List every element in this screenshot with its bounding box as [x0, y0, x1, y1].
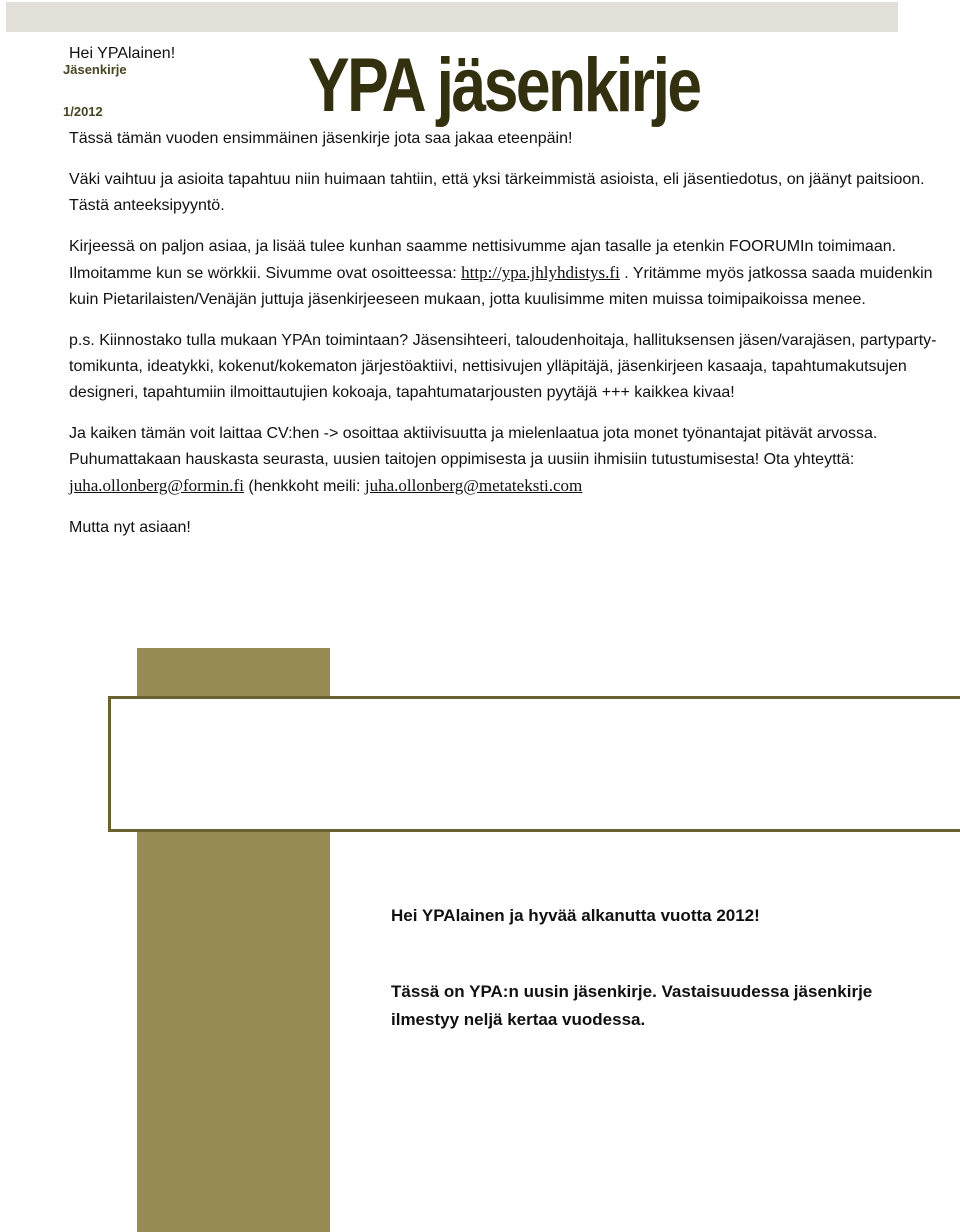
- paragraph-recruit: p.s. Kiinnostako tulla mukaan YPAn toimintaan? Jäsensihteeri, taloudenhoitaja, hallituksensen jäsen/varajäsen, partyparty-tomikunta, ideatykki, kokenut/kokematon järjestöaktiivi, nettisivujen ylläpitäjä, jäsenkirjeen kasaaja, tapahtumakutsujen designeri, tapahtumiin ilmoittautujien kokoaja, tapahtumatarjousten pyytäjä +++ kaikkea kivaa!: [69, 332, 937, 401]
- website-link[interactable]: http://ypa.jhlyhdistys.fi: [461, 263, 620, 282]
- article-body: [69, 126, 949, 556]
- framed-empty-box: [108, 696, 960, 832]
- paragraph-website: [69, 234, 949, 313]
- paragraph-contact: [69, 421, 949, 500]
- feature-text: [391, 902, 911, 1034]
- masthead-title: YPA jäsenkirje: [308, 43, 700, 128]
- top-band: [6, 2, 898, 32]
- issue-number: 1/2012: [63, 104, 103, 119]
- paragraph-apology: Väki vaihtuu ja asioita tapahtuu niin huimaan tahtiin, että yksi tärkeimmistä asioista, eli jäsentiedotus, on jäänyt paitsioon. Tästä anteeksipyyntö.: [69, 171, 925, 214]
- email-link-work[interactable]: juha.ollonberg@formin.fi: [69, 476, 244, 495]
- paragraph-website-text-a: Kirjeessä on paljon asiaa, ja lisää tulee kunhan saamme nettisivumme ajan tasalle ja etenkin FOORUMIn toimimaan. Ilmoitamme kun se wörkkii. Sivumme ovat osoitteessa:: [69, 238, 897, 282]
- paragraph-intro: Tässä tämän vuoden ensimmäinen jäsenkirje jota saa jakaa eteenpäin!: [69, 130, 573, 147]
- paragraph-contact-text-a: Ja kaiken tämän voit laittaa CV:hen -> osoittaa aktiivisuutta ja mielenlaatua jota monet työnantajat pitävät arvossa. Puhumattakaan hauskasta seurasta, uusien taitojen oppimisesta ja uusiin ihmisiin tutustumisesta! Ota yhteyttä:: [69, 425, 878, 468]
- feature-greeting: Hei YPAlainen ja hyvää alkanutta vuotta 2012!: [391, 906, 760, 925]
- paragraph-website-text-b: . Yritämme myös jatkossa saada muidenkin kuin Pietarilaisten/Venäjän juttuja jäsenkirjeeseen mukaan, jotta kuulisimme miten muissa toimipaikoissa menee.: [69, 265, 933, 308]
- paragraph-contact-text-mid: (henkkoht meili:: [243, 478, 365, 495]
- paragraph-closing: Mutta nyt asiaan!: [69, 519, 191, 536]
- greeting: Hei YPAlainen!: [69, 45, 176, 62]
- feature-description: Tässä on YPA:n uusin jäsenkirje. Vastaisuudessa jäsenkirje ilmestyy neljä kertaa vuodessa.: [391, 982, 873, 1029]
- email-link-personal[interactable]: juha.ollonberg@metateksti.com: [364, 476, 583, 495]
- newsletter-kicker: Jäsenkirje: [63, 62, 127, 77]
